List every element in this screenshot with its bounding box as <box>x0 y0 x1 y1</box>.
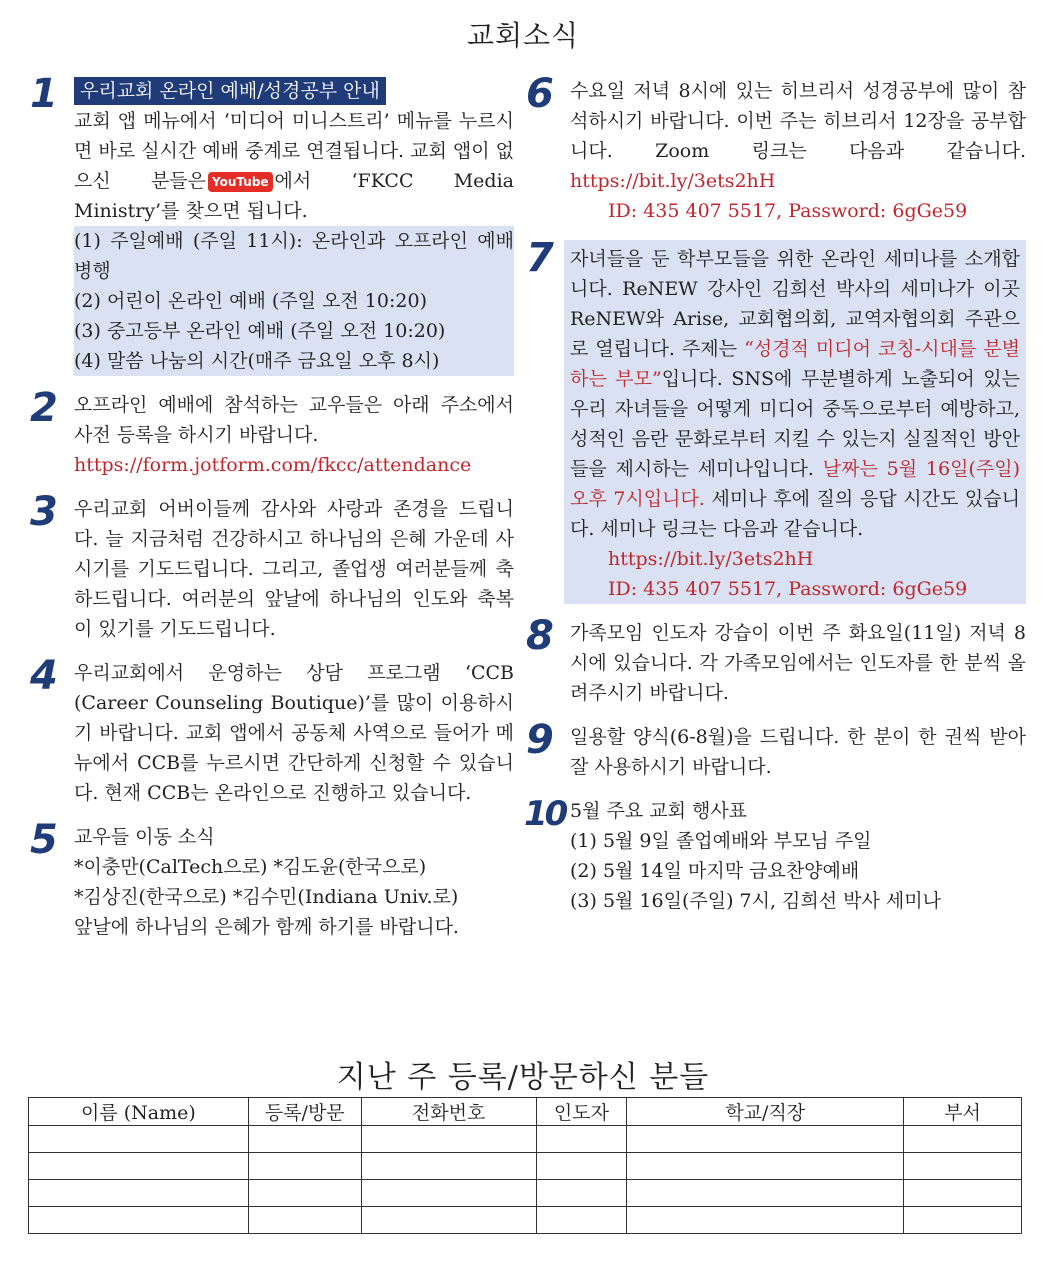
news-item-2 <box>30 385 514 480</box>
item-text: 입니다. SNS에 무분별하게 노출되어 있는 우리 자녀들을 어떻게 미디어 중독으로부터 예방하고, 성적인 음란 문화로부터 지킬 수 있는지 실질적인 방안들을 제시하는 세미나입니다. <box>570 368 1020 480</box>
item-text: 우리교회 어버이들께 감사와 사랑과 존경을 드립니다. 늘 지금처럼 건강하시고 하나님의 은혜 가운데 사시기를 기도드립니다. 그리고, 졸업생 여러분들께 축하드립니다. 여러분의 앞날에 하나님의 인도와 축복이 있기를 기도드립니다. <box>74 498 514 640</box>
seminar-link[interactable]: https://bit.ly/3ets2hH <box>608 548 814 570</box>
item-line: 교우들 이동 소식 <box>74 826 215 848</box>
item-text: 우리교회에서 운영하는 상담 프로그램 ‘CCB (Career Counseling Boutique)’를 많이 이용하시기 바랍니다. 교회 앱에서 공동체 사역으로 들어가 메뉴에서 CCB를 누르시면 간단하게 신청할 수 있습니다. 현재 CCB는 온라인으로 진행하고 있습니다. <box>74 662 514 804</box>
worship-schedule-list <box>74 226 514 376</box>
item-number: 5 <box>30 817 58 863</box>
item-number: 6 <box>526 71 554 117</box>
item-text: 가족모임 인도자 강습이 이번 주 화요일(11일) 저녁 8시에 있습니다. 각 가족모임에서는 인도자를 한 분씩 올려주시기 바랍니다. <box>570 622 1026 704</box>
news-item-1 <box>30 71 514 376</box>
list-item: (2) 어린이 온라인 예배 (주일 오전 10:20) <box>74 290 427 312</box>
item-number: 9 <box>526 717 554 763</box>
item-line: *김상진(한국으로) *김수민(Indiana Univ.로) <box>74 886 459 908</box>
list-item: (3) 중고등부 온라인 예배 (주일 오전 10:20) <box>74 320 446 342</box>
item-heading: 우리교회 온라인 예배/성경공부 안내 <box>74 77 386 105</box>
item-text: 일용할 양식(6-8월)을 드립니다. 한 분이 한 권씩 받아 잘 사용하시기 바랍니다. <box>570 726 1026 778</box>
table-row <box>29 1207 1022 1234</box>
seminar-credentials: ID: 435 407 5517, Password: 6gGe59 <box>608 578 968 600</box>
registration-title: 지난 주 등록/방문하신 분들 <box>336 1060 710 1095</box>
col-header-phone: 전화번호 <box>361 1098 536 1126</box>
table-row <box>29 1126 1022 1153</box>
col-header-school-work: 학교/직장 <box>627 1098 904 1126</box>
col-header-leader: 인도자 <box>536 1098 627 1126</box>
col-header-name: 이름 (Name) <box>29 1098 249 1126</box>
item-number: 8 <box>526 613 554 659</box>
news-item-3 <box>30 489 514 644</box>
table-row <box>29 1153 1022 1180</box>
zoom-link[interactable]: https://bit.ly/3ets2hH <box>570 170 776 192</box>
attendance-link[interactable]: https://form.jotform.com/fkcc/attendance <box>74 454 472 476</box>
news-item-4 <box>30 653 514 808</box>
youtube-logo-icon: YouTube <box>208 172 273 192</box>
news-item-5 <box>30 817 514 942</box>
col-header-type: 등록/방문 <box>248 1098 361 1126</box>
item-number: 4 <box>30 653 58 699</box>
registration-table <box>28 1097 1022 1234</box>
left-column <box>30 71 514 956</box>
news-item-7 <box>526 235 1026 604</box>
item-number: 2 <box>30 385 58 431</box>
item-text: 자녀들을 둔 학부모들을 위한 온라인 세미나를 소개합니다. ReNEW 강사인 김희선 박사의 세미나가 이곳 ReNEW와 Arise, 교회협의회, 교역자협의회 주관으로 열립니다. 주제는 <box>570 248 1020 360</box>
item-line: *이충만(CalTech으로) *김도윤(한국으로) <box>74 856 427 878</box>
item-number: 7 <box>526 235 554 281</box>
col-header-department: 부서 <box>904 1098 1022 1126</box>
page-title: 교회소식 <box>466 19 580 52</box>
item-number: 10 <box>524 794 566 834</box>
item-text: 오프라인 예배에 참석하는 교우들은 아래 주소에서 사전 등록을 하시기 바랍니다. <box>74 394 514 446</box>
item-line: (2) 5월 14일 마지막 금요찬양예배 <box>570 860 860 882</box>
news-item-6 <box>526 71 1026 226</box>
item-text: 교회 앱 메뉴에서 ‘미디어 미니스트리’ 메뉴를 누르시면 바로 실시간 예배 중계로 연결됩니다. 교회 앱이 없으신 분들은 <box>74 110 514 192</box>
seminar-date: 날짜는 5월 16일(주일) 오후 7시입니다. <box>570 458 1020 510</box>
item-line: 5월 주요 교회 행사표 <box>570 800 748 822</box>
item-line: 앞날에 하나님의 은혜가 함께 하기를 바랍니다. <box>74 916 459 938</box>
table-header-row <box>29 1098 1022 1126</box>
list-item: (1) 주일예배 (주일 11시): 온라인과 오프라인 예배 병행 <box>74 230 514 282</box>
item-line: (1) 5월 9일 졸업예배와 부모님 주일 <box>570 830 872 852</box>
item-text: 수요일 저녁 8시에 있는 히브리서 성경공부에 많이 참석하시기 바랍니다. 이번 주는 히브리서 12장을 공부합니다. Zoom 링크는 다음과 같습니다. <box>570 80 1026 162</box>
item-text: 에서 ‘FKCC Media Ministry’를 찾으면 됩니다. <box>74 170 514 222</box>
zoom-credentials: ID: 435 407 5517, Password: 6gGe59 <box>608 200 968 222</box>
table-row <box>29 1180 1022 1207</box>
item-number: 3 <box>30 489 58 535</box>
news-item-10 <box>526 796 1026 916</box>
news-item-9 <box>526 717 1026 782</box>
item-line: (3) 5월 16일(주일) 7시, 김희선 박사 세미나 <box>570 890 941 912</box>
item-number: 1 <box>30 71 58 117</box>
seminar-topic: “성경적 미디어 코칭-시대를 분별하는 부모” <box>570 338 1020 390</box>
item-text: 세미나 후에 질의 응답 시간도 있습니다. 세미나 링크는 다음과 같습니다. <box>570 488 1020 540</box>
right-column <box>524 71 1026 930</box>
list-item: (4) 말씀 나눔의 시간(매주 금요일 오후 8시) <box>74 350 440 372</box>
news-item-8 <box>526 613 1026 708</box>
